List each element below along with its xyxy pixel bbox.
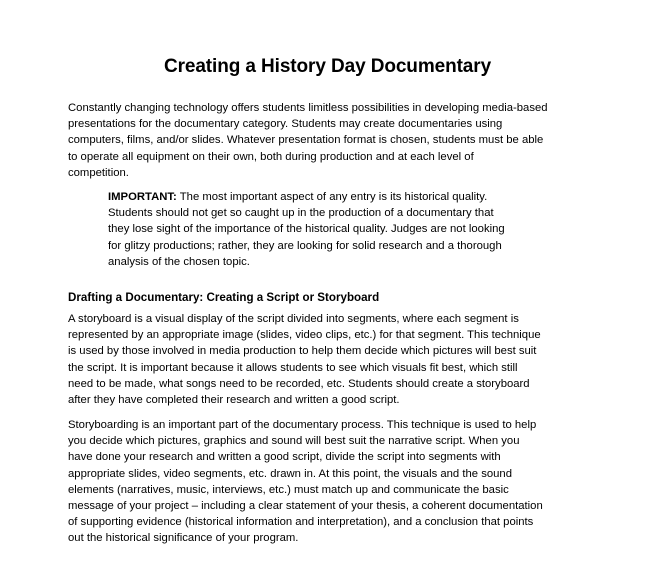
storyboarding-line: out the historical significance of your program.	[68, 532, 299, 545]
important-label: IMPORTANT:	[108, 191, 177, 203]
storyboard-line: represented by an appropriate image (slides, video clips, etc.) for that segment. This technique	[68, 329, 541, 342]
important-line: analysis of the chosen topic.	[108, 255, 250, 268]
intro-line: competition.	[68, 166, 129, 179]
storyboard-paragraph	[68, 311, 592, 408]
storyboarding-line: appropriate slides, video segments, etc. drawn in. At this point, the visuals and the sound	[68, 467, 512, 480]
intro-line: Constantly changing technology offers students limitless possibilities in developing media-based	[68, 102, 548, 114]
storyboard-line: A storyboard is a visual display of the script divided into segments, where each segment is	[68, 313, 519, 325]
intro-paragraph	[68, 100, 592, 181]
important-line: they lose sight of the importance of the historical quality. Judges are not looking	[108, 223, 505, 236]
intro-line: presentations for the documentary category. Students may create documentaries using	[68, 118, 503, 131]
storyboard-line: need to be made, what songs need to be recorded, etc. Students should create a storyboard	[68, 377, 530, 390]
document-title: Creating a History Day Documentary	[163, 56, 492, 77]
intro-line: to operate all equipment on their own, both during production and at each level of	[68, 150, 474, 163]
storyboard-line: is used by those involved in media production to help them decide which pictures will best suit	[68, 345, 537, 358]
important-note	[108, 189, 548, 270]
important-line: Students should not get so caught up in the production of a documentary that	[108, 207, 494, 220]
important-line: for glitzy productions; rather, they are looking for solid research and a thorough	[108, 239, 502, 252]
important-first-line	[108, 189, 548, 205]
storyboarding-paragraph	[68, 417, 592, 547]
intro-line: computers, films, and/or slides. Whatever presentation format is chosen, students must be able	[68, 134, 544, 147]
storyboard-line: after they have completed their research and written a good script.	[68, 394, 400, 407]
storyboarding-line: have done your research and written a good script, divide the script into segments with	[68, 451, 501, 464]
storyboarding-line: Storyboarding is an important part of the documentary process. This technique is used to help	[68, 419, 537, 431]
storyboard-line: the script. It is important because it allows students to see which visuals fit best, which still	[68, 361, 518, 374]
storyboarding-line: of supporting evidence (historical information and interpretation), and a conclusion that points	[68, 516, 534, 529]
section-heading: Drafting a Documentary: Creating a Script or Storyboard	[68, 291, 380, 304]
storyboarding-line: you decide which pictures, graphics and sound will best suit the narrative script. When you	[68, 435, 520, 448]
storyboarding-line: message of your project – including a clear statement of your thesis, a coherent documentation	[68, 500, 543, 513]
important-first-line-text: The most important aspect of any entry is its historical quality.	[176, 191, 488, 203]
storyboarding-line: elements (narratives, music, interviews, etc.) must match up and communicate the basic	[68, 483, 509, 496]
